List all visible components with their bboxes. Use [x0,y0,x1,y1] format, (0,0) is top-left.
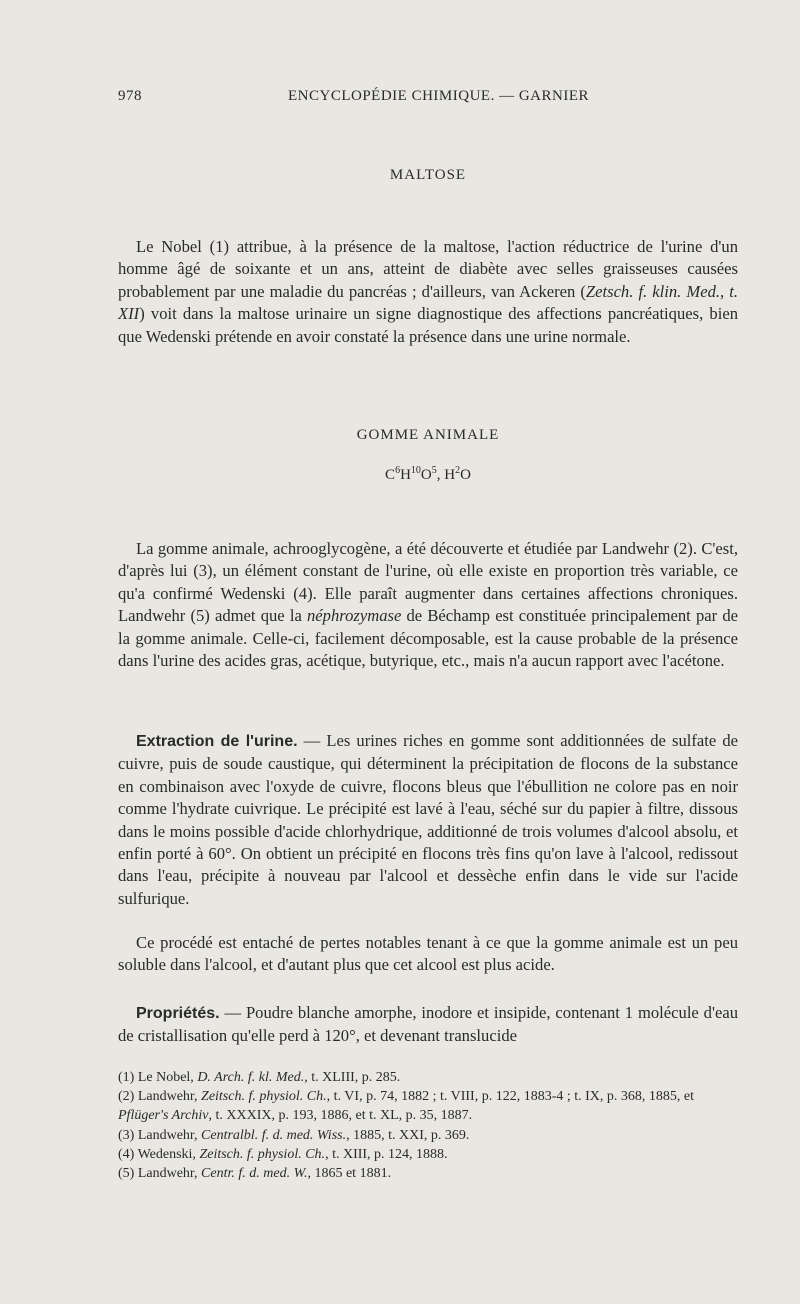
formula-water-h: , H [436,467,456,483]
proprietes-paragraph [118,1002,738,1048]
extraction-paragraph [118,730,738,910]
extraction-text: — Les urines riches en gomme sont additionnées de sulfate de cuivre, puis de soude caustique, qui déterminent la précipitation de flocons de la substance en combinaison avec l'oxyde de cuivre, flocons bleus que l'ébullition ne colore pas en noir comme l'hydrate cuivrique. Le précipité est lavé à l'eau, séché sur du papier à filtre, dissous dans le moins possible d'acide chlorhydrique, additionné de trois volumes d'alcool absolu, et enfin porté à 60°. On obtient un précipité en flocons très fins qu'on lave à l'alcool, redissout dans l'eau, précipite à nouveau par l'alcool et dessèche enfin dans le vide sur l'acide sulfurique. [118,731,738,908]
proprietes-heading: Propriétés. [136,1005,220,1022]
footnotes [118,1068,738,1183]
footnote-reference: , t. XLIII, p. 285. [304,1070,401,1085]
maltose-text-2: ) voit dans la maltose urinaire un signe diagnostique des affections pancréatiques, bien que Wedenski prétende en avoir constaté la présence dans une urine normale. [118,304,738,346]
extraction-text-2: Ce procédé est entaché de pertes notables tenant à ce que la gomme animale est un peu soluble dans l'alcool, et d'autant plus que cet alcool est plus acide. [118,933,738,975]
formula-h-count: 10 [410,465,421,476]
extraction-paragraph-2 [118,932,738,977]
footnote-reference: , 1885, t. XXI, p. 369. [346,1127,470,1143]
extraction-heading: Extraction de l'urine. [136,733,298,750]
footnote-1 [118,1068,738,1087]
gomme-term: néphrozymase [307,606,402,626]
footnote-reference: , 1865 et 1881. [307,1166,392,1182]
formula-h: H [400,467,411,483]
footnote-journal: Centralbl. f. d. med. Wiss. [201,1127,347,1143]
formula-c: C [385,467,396,483]
formula-o-count: 5 [431,465,437,476]
footnote-number: (4) [118,1146,135,1162]
footnote-2 [118,1087,738,1125]
footnote-author: Le Nobel, [137,1070,198,1085]
footnote-author: Landwehr, [137,1089,202,1105]
footnote-number: (1) [118,1070,135,1085]
footnote-3 [118,1126,738,1145]
proprietes-text: — Poudre blanche amorphe, inodore et insipide, contenant 1 molécule d'eau de cristallisation qu'elle perd à 120°, et devenant translucide [118,1003,738,1046]
section-title-gomme: GOMME ANIMALE [356,427,500,443]
maltose-text-1: Le Nobel (1) attribue, à la présence de la maltose, l'action réductrice de l'urine d'un homme âgé de soixante et un ans, atteint de diabète avec selles graisseuses causées probablement par une maladie du pancréas ; d'ailleurs, van Ackeren ( [118,237,738,301]
footnote-journal: Zeitsch. f. physiol. Ch. [201,1089,327,1105]
maltose-paragraph [118,236,738,348]
footnote-4 [118,1145,738,1164]
formula-water-o: O [460,467,471,483]
page-number: 978 [118,88,142,104]
footnote-journal: Centr. f. d. med. W. [201,1166,308,1182]
footnote-author: Wedenski, [137,1146,200,1162]
footnote-author: Landwehr, [137,1166,202,1182]
gomme-paragraph [118,538,738,672]
footnote-journal: Zeitsch. f. physiol. Ch. [199,1146,326,1162]
running-title: ENCYCLOPÉDIE CHIMIQUE. — GARNIER [288,88,589,104]
footnote-reference: , t. VI, p. 74, 1882 ; t. VIII, p. 122, 1883-4 ; t. IX, p. 368, 1885, et [326,1089,695,1105]
section-title-maltose: MALTOSE [389,167,467,183]
footnote-number: (5) [118,1166,135,1182]
formula-o: O [420,467,432,483]
footnote-reference-2: , t. XXXIX, p. 193, 1886, et t. XL, p. 35, 1887. [208,1108,473,1124]
gomme-text-1: La gomme animale, achrooglycogène, a été découverte et étudiée par Landwehr (2). C'est, d'après lui (3), un élément constant de l'urine, où elle existe en proportion très variable, ce qu'a confirmé Wedenski (4). Elle paraît augmenter dans certaines affections chroniques. Landwehr (5) admet que la [118,539,738,626]
footnote-5 [118,1164,738,1183]
formula-water-h-count: 2 [455,465,461,476]
gomme-text-2: de Béchamp est constituée principalement par de la gomme animale. Celle-ci, facilement décomposable, est la cause probable de la présence dans l'urine des acides gras, acétique, butyrique, etc., mais n'a aucun rapport avec l'acétone. [118,606,738,671]
formula-c-count: 6 [395,465,401,476]
footnote-number: (2) [118,1089,135,1105]
footnote-journal: D. Arch. f. kl. Med. [197,1070,305,1085]
footnote-journal-2: Pflüger's Archiv [118,1108,209,1124]
footnote-reference: , t. XIII, p. 124, 1888. [325,1146,448,1162]
footnote-number: (3) [118,1127,135,1143]
maltose-citation: Zetsch. f. klin. Med., t. XII [118,281,738,324]
chemical-formula [118,467,738,484]
footnote-author: Landwehr, [137,1127,202,1143]
